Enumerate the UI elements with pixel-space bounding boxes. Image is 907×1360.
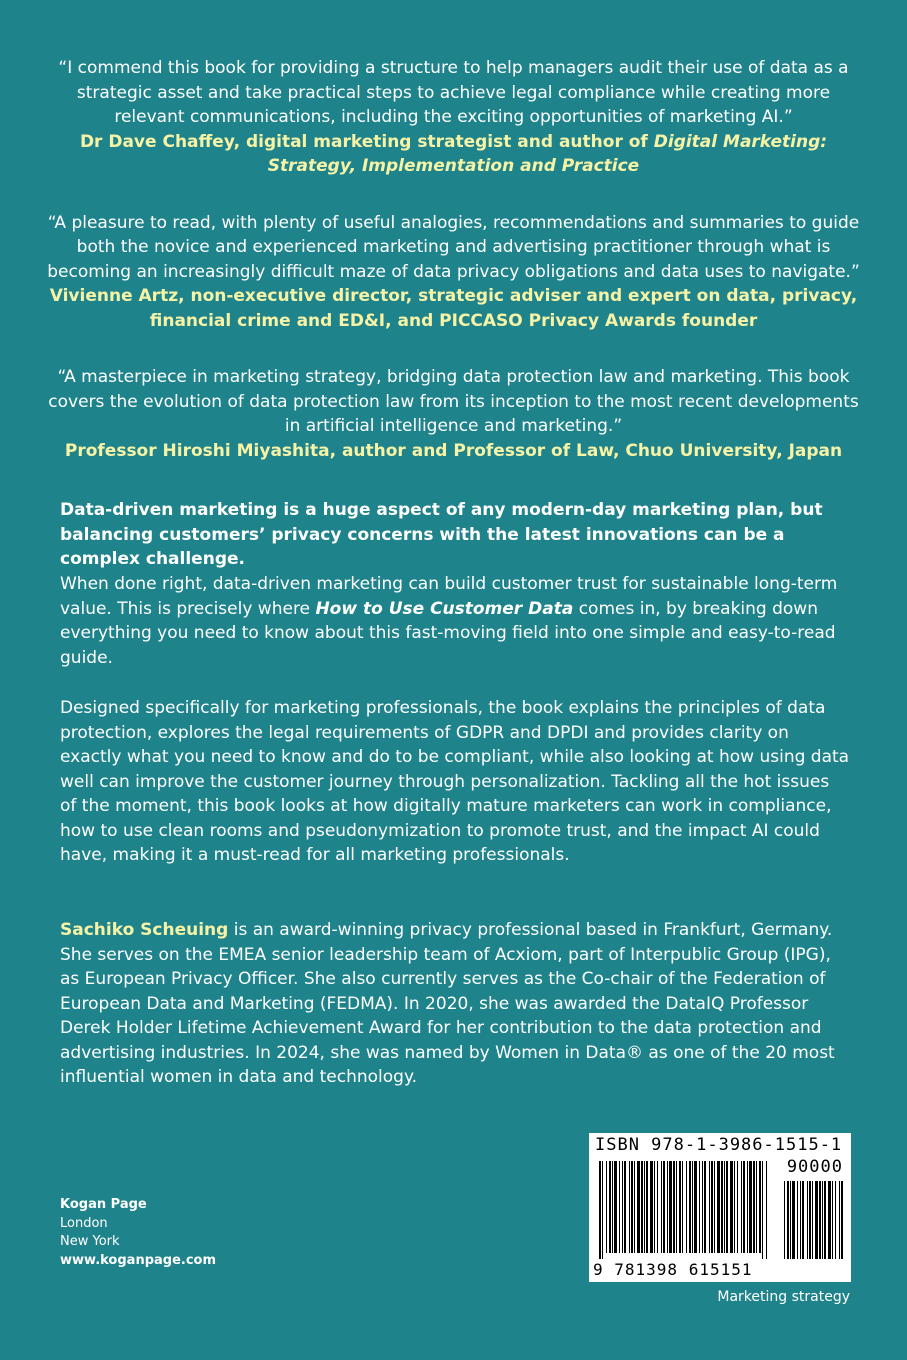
barcode-bar xyxy=(646,1161,648,1253)
barcode-addon-bar xyxy=(822,1181,823,1259)
ean-number: 9 781398 615151 xyxy=(593,1260,753,1279)
barcode-bar xyxy=(762,1161,763,1259)
barcode-bar xyxy=(606,1161,607,1253)
isbn-label: ISBN 978-1-3986-1515-1 xyxy=(595,1135,843,1155)
barcode-bar xyxy=(717,1161,720,1253)
barcode-bar xyxy=(721,1161,723,1253)
barcode-bar xyxy=(631,1161,633,1253)
paragraph-text xyxy=(60,572,850,670)
paragraph-text: Designed specifically for marketing professionals, the book explains the principles of data protection, explores the legal requirements of GDPR and DPDI and provides clarity on exactly what you need to know and do to be compliant, while also looking at how using data well can improve the customer journey through personalization. Tackling all the hot issues of the moment, this book looks at how digitally mature marketers can work in compliance, how to use clean rooms and pseudonymization to promote trust, and the impact AI could have, making it a must-read for all marketing professionals. xyxy=(60,698,850,865)
barcode-bar xyxy=(709,1161,710,1253)
barcode-bar xyxy=(682,1161,683,1253)
barcode-bar xyxy=(667,1161,668,1253)
barcode-bar xyxy=(629,1161,630,1253)
quotes-section xyxy=(40,56,867,495)
barcode-bar xyxy=(634,1161,635,1253)
barcode-icon xyxy=(599,1161,843,1259)
barcode-bar xyxy=(644,1161,645,1253)
bio-body: is an award-winning privacy professional based in Frankfurt, Germany. She serves on the EMEA senior leadership team of Acxiom, part of Interpublic Group (IPG), as European Privacy Officer. She also currently serves as the Co-chair of the Federation of European Data and Marketing (FEDMA). In 2020, she was awarded the DataIQ Professor Derek Holder Lifetime Achievement Award for her contribution to the data protection and advertising industries. In 2024, she was named by Women in Data® as one of the 20 most influential women in data and technology. xyxy=(60,920,835,1087)
barcode-addon-bar xyxy=(797,1181,798,1259)
barcode-addon-bar xyxy=(835,1181,836,1259)
barcode-addon-bar xyxy=(832,1181,833,1259)
barcode-addon-bar xyxy=(784,1181,785,1259)
barcode-addon-bar xyxy=(824,1181,826,1259)
barcode-addon-bar xyxy=(841,1181,843,1259)
barcode-bar xyxy=(726,1161,728,1253)
barcode-bar xyxy=(614,1161,617,1253)
barcode-bar xyxy=(663,1161,665,1253)
barcode-bar xyxy=(612,1161,613,1253)
publisher-name: Kogan Page xyxy=(60,1197,147,1212)
barcode-bar xyxy=(714,1161,715,1253)
description-paragraph-2 xyxy=(60,696,850,868)
barcode-bar xyxy=(654,1161,655,1253)
barcode-addon-bar xyxy=(828,1181,831,1259)
barcode-addon-bar xyxy=(812,1181,813,1259)
quote-attribution: Professor Hiroshi Miyashita, author and Professor of Law, Chuo University, Japan xyxy=(64,440,843,461)
barcode-bar xyxy=(637,1161,640,1253)
quote-attribution: Vivienne Artz, non-executive director, strategic adviser and expert on data, privacy, financial crime and ED&I, and PICCASO Privacy Awards founder xyxy=(49,286,858,331)
barcode-addon-bar xyxy=(809,1181,811,1259)
barcode-bar xyxy=(741,1161,742,1253)
publisher-website: www.koganpage.com xyxy=(60,1252,217,1268)
barcode-bar xyxy=(756,1161,757,1253)
barcode-bar xyxy=(689,1161,691,1253)
barcode-bar xyxy=(622,1161,623,1253)
barcode-bar xyxy=(619,1161,620,1253)
quote-2 xyxy=(40,211,867,334)
barcode-addon-bar xyxy=(815,1181,818,1259)
barcode-addon-bar xyxy=(787,1181,789,1259)
barcode-bar xyxy=(602,1161,603,1259)
attribution-book-title: Digital Marketing: Strategy, Implementation and Practice xyxy=(267,131,828,176)
barcode-bar xyxy=(673,1161,675,1253)
lead-paragraph xyxy=(60,498,850,572)
attribution-author: Dr Dave Chaffey, digital marketing strategist and author of xyxy=(79,131,654,152)
barcode-bar xyxy=(753,1161,755,1253)
barcode-bar xyxy=(657,1161,658,1253)
barcode-bar xyxy=(694,1161,697,1253)
barcode-addon-bar xyxy=(819,1181,821,1259)
barcode-addon-bar xyxy=(792,1181,795,1259)
barcode-bar xyxy=(766,1161,767,1259)
lead-text: Data-driven marketing is a huge aspect of any modern-day marketing plan, but balancing customers’ privacy concerns with the latest innovations can be a complex challenge. xyxy=(60,500,823,569)
barcode-bar xyxy=(679,1161,681,1253)
barcode-bar xyxy=(743,1161,745,1253)
publisher-info xyxy=(60,1196,216,1270)
isbn-barcode xyxy=(589,1133,851,1282)
barcode-addon-bar xyxy=(802,1181,804,1259)
category-label: Marketing strategy xyxy=(717,1289,850,1305)
quote-1 xyxy=(40,56,867,179)
barcode-bar xyxy=(599,1161,601,1259)
barcode-bar xyxy=(734,1161,735,1253)
barcode-bar xyxy=(737,1161,738,1253)
quote-text: “I commend this book for providing a structure to help managers audit their use of data as a strategic asset and take practical steps to achieve legal compliance while creating more relevant communications, including the exciting opportunities of marketing AI.” xyxy=(58,58,849,127)
barcode-bar xyxy=(730,1161,733,1253)
barcode-bar xyxy=(650,1161,653,1253)
barcode-bar xyxy=(699,1161,700,1253)
barcode-bar xyxy=(641,1161,643,1253)
book-title: How to Use Customer Data xyxy=(315,598,574,619)
barcode-addon-bar xyxy=(839,1181,840,1259)
quote-text: “A pleasure to read, with plenty of useful analogies, recommendations and summaries to guide both the novice and experienced marketing and advertising practitioner through what is becoming an increasingly difficult maze of data privacy obligations and data uses to navigate.” xyxy=(47,212,860,282)
barcode-bar xyxy=(692,1161,693,1253)
barcode-bar xyxy=(676,1161,677,1253)
bio-text xyxy=(60,918,850,1090)
description-paragraph-1 xyxy=(60,572,850,670)
barcode-bar xyxy=(749,1161,752,1253)
publisher-city: London xyxy=(60,1215,108,1231)
paragraph-text-end: comes in, by breaking down everything you need to know about this fast-moving field into one simple and easy-to-read guide. xyxy=(60,598,836,668)
barcode-bar xyxy=(704,1161,706,1253)
price-addon-number: 90000 xyxy=(786,1157,843,1177)
paragraph-text-start: When done right, data-driven marketing can build customer trust for sustainable long-term value. This is precisely where xyxy=(60,574,838,619)
barcode-bar xyxy=(624,1161,626,1253)
author-bio xyxy=(60,918,850,1090)
quote-text: “A masterpiece in marketing strategy, bridging data protection law and marketing. This book covers the evolution of data protection law from its inception to the most recent developments in artificial intelligence and marketing.” xyxy=(48,367,859,436)
barcode-bar xyxy=(609,1161,611,1253)
barcode-addon-bar xyxy=(790,1181,791,1259)
barcode-bar xyxy=(669,1161,672,1253)
barcode-bar xyxy=(724,1161,725,1253)
barcode-bar xyxy=(711,1161,713,1253)
author-name: Sachiko Scheuing xyxy=(60,920,229,940)
quote-attribution xyxy=(40,130,867,179)
barcode-addon-bar xyxy=(800,1181,801,1259)
quote-3 xyxy=(40,365,867,463)
barcode-bar xyxy=(686,1161,687,1253)
barcode-bar xyxy=(747,1161,748,1253)
barcode-bar xyxy=(759,1161,761,1253)
barcode-bar xyxy=(702,1161,703,1253)
barcode-addon-bar xyxy=(807,1181,808,1259)
publisher-city: New York xyxy=(60,1234,120,1249)
barcode-bar xyxy=(661,1161,662,1253)
